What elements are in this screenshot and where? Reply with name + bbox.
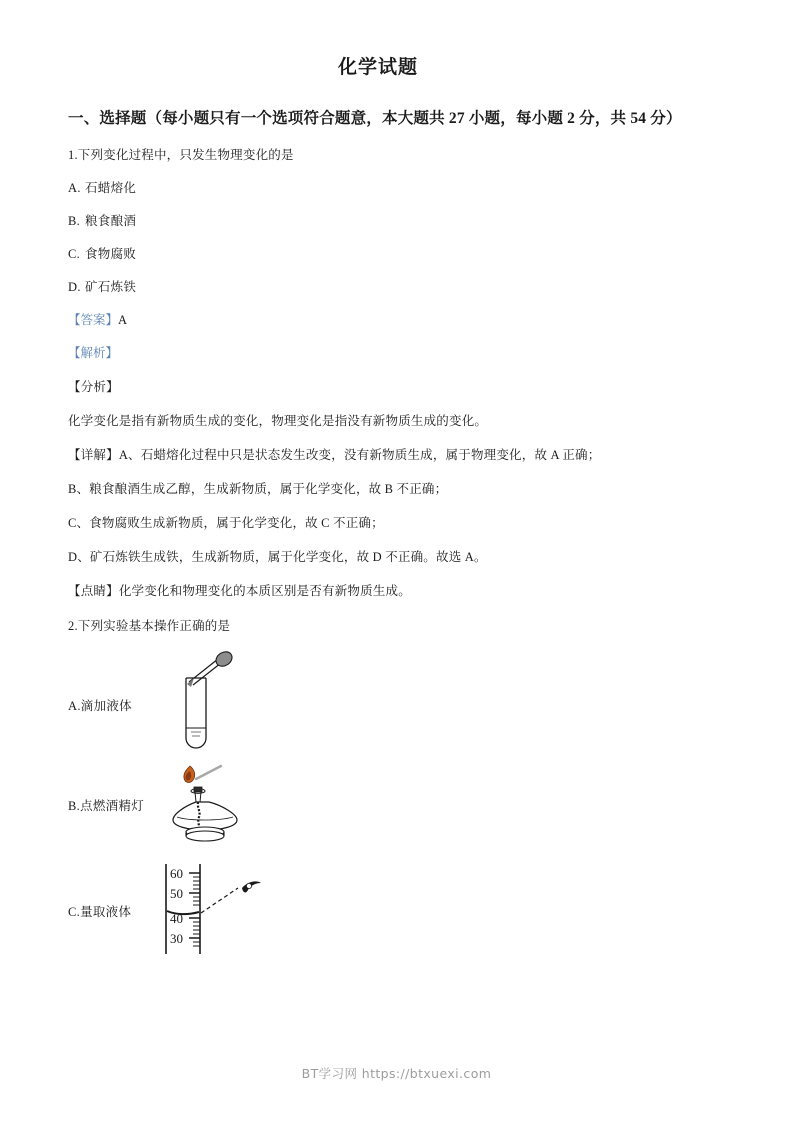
question-1-detail-line-4: D、矿石炼铁生成铁，生成新物质，属于化学变化，故 D 不正确。故选 A。 — [68, 550, 487, 564]
question-2-stem: 2.下列实验基本操作正确的是 — [68, 619, 231, 633]
cylinder-tick-50: 50 — [170, 886, 183, 901]
question-2-option-b — [68, 758, 728, 846]
option-label: A. — [68, 699, 81, 713]
page-content — [68, 0, 728, 962]
option-text: 石蜡熔化 — [85, 181, 137, 195]
question-1-option-a — [68, 178, 728, 196]
question-1-analysis-text: 化学变化是指有新物质生成的变化，物理变化是指没有新物质生成的变化。 — [68, 414, 488, 428]
detail-text: A、石蜡熔化过程中只是状态发生改变，没有新物质生成，属于物理变化，故 A 正确； — [118, 448, 601, 462]
cylinder-tick-30: 30 — [170, 931, 183, 946]
question-2-option-a — [68, 650, 728, 742]
question-2-option-c — [68, 862, 728, 962]
detail-bracket: 【详解】 — [68, 448, 119, 462]
option-text: 矿石炼铁 — [85, 280, 137, 294]
question-1-detail-line-3: C、食物腐败生成新物质，属于化学变化，故 C 不正确； — [68, 516, 384, 530]
answer-bracket: 【答案】 — [68, 313, 119, 327]
option-label: B. — [68, 799, 81, 813]
footer-watermark: BT学习网 https://btxuexi.com — [301, 1066, 492, 1081]
question-1-option-c — [68, 244, 728, 262]
option-text: 滴加液体 — [80, 699, 132, 713]
option-label: C. — [68, 905, 81, 919]
option-label: A. — [68, 181, 81, 195]
question-1-analysis-header: 【分析】 — [68, 380, 119, 394]
page-title: 化学试题 — [337, 57, 418, 78]
option-label: B. — [68, 214, 81, 228]
question-1-answer — [68, 310, 728, 328]
option-a-label-group — [68, 696, 132, 714]
option-b-label-group — [68, 796, 144, 814]
question-1-tip — [68, 581, 728, 599]
question-1-option-b — [68, 211, 728, 229]
option-label: C. — [68, 247, 81, 261]
section-heading: 一、选择题（每小题只有一个选项符合题意，本大题共 27 小题，每小题 2 分，共 54 分） — [68, 110, 682, 127]
option-text: 量取液体 — [80, 905, 132, 919]
option-text: 粮食酿酒 — [85, 214, 137, 228]
test-tube-dropper-icon — [158, 650, 238, 755]
question-1-stem: 1.下列变化过程中，只发生物理变化的是 — [68, 148, 294, 162]
cylinder-tick-60: 60 — [170, 866, 183, 881]
question-1-detail-line-1 — [68, 445, 728, 463]
answer-value: A — [118, 313, 128, 327]
option-label: D. — [68, 280, 81, 294]
question-1-detail-line-2: B、粮食酿酒生成乙醇，生成新物质，属于化学变化，故 B 不正确； — [68, 482, 448, 496]
option-text: 点燃酒精灯 — [80, 799, 145, 813]
cylinder-tick-40: 40 — [170, 911, 183, 926]
option-text: 食物腐败 — [85, 247, 137, 261]
option-c-label-group — [68, 902, 131, 920]
tip-text: 化学变化和物理变化的本质区别是否有新物质生成。 — [118, 584, 411, 598]
tip-bracket: 【点睛】 — [68, 584, 119, 598]
explanation-bracket: 【解析】 — [68, 346, 119, 360]
question-1-option-d — [68, 277, 728, 295]
alcohol-lamp-match-icon — [163, 758, 253, 853]
question-1-explanation-header — [68, 343, 728, 361]
graduated-cylinder-eye-icon — [156, 862, 276, 962]
